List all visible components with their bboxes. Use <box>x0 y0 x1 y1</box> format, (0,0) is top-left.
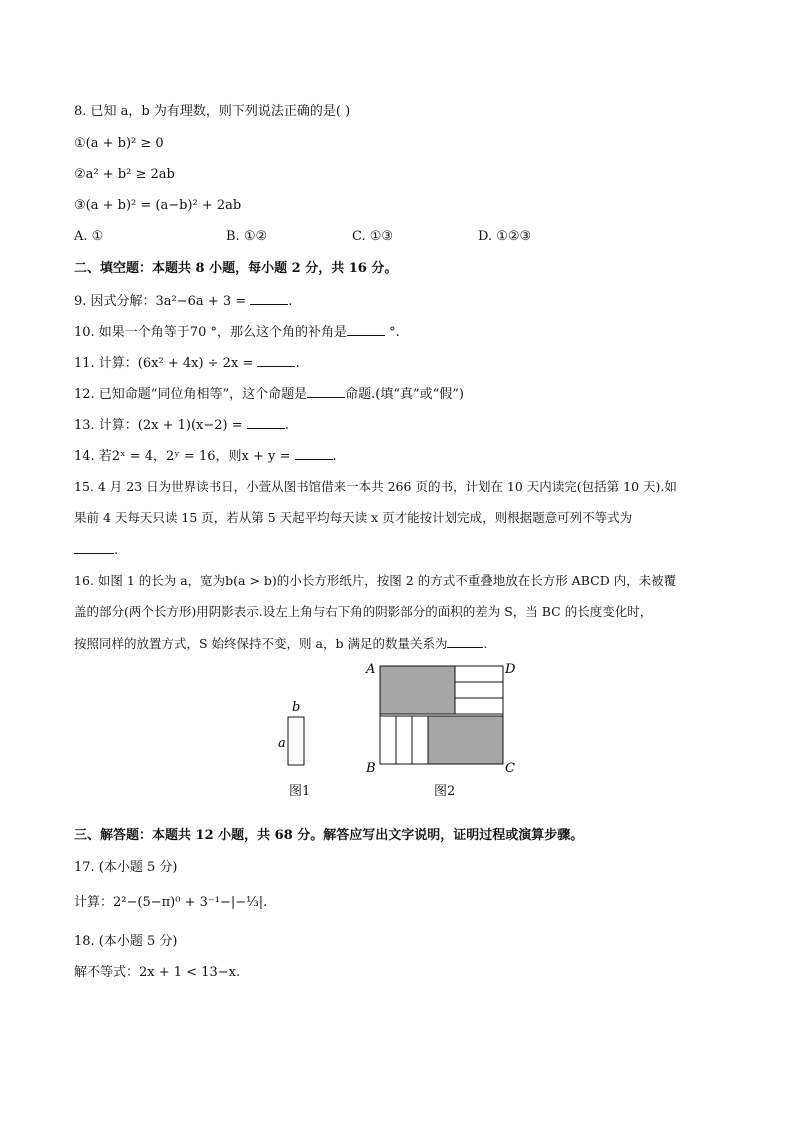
q11-answer-blank <box>257 354 295 367</box>
q14-answer-blank <box>295 447 333 460</box>
q10-answer-blank <box>347 323 385 336</box>
fig2-shaded-top-left <box>380 666 455 714</box>
fig2-strip-bottom-3 <box>412 716 428 764</box>
fig2-label-C: C <box>505 761 515 776</box>
q8-statement-2: ②a² + b² ≥ 2ab <box>74 167 175 182</box>
fig2-label-A: A <box>366 662 376 677</box>
fig2-label-B: B <box>366 761 376 776</box>
q13 <box>74 416 289 434</box>
q15-line-1: 15. 4 月 23 日为世界读书日，小萱从图书馆借来一本共 266 页的书，计划在 10 天内读完(包括第 10 天).如 <box>74 479 677 494</box>
q15-answer-blank <box>74 541 114 554</box>
q8-option-c: C. ①③ <box>352 229 394 244</box>
q15-line-2: 果前 4 天每天只读 15 页，若从第 5 天起平均每天读 x 页才能按计划完成，则根据题意可列不等式为 <box>74 510 633 525</box>
q17-heading: 17. (本小题 5 分) <box>74 860 178 875</box>
fig2-strip-top-1 <box>455 666 503 682</box>
q16-line-3-text: 按照同样的放置方式，S 始终保持不变，则 a，b 满足的数量关系为 <box>74 636 448 651</box>
q9-text: 9. 因式分解：3a²−6a + 3 = <box>74 294 247 309</box>
q18-body: 解不等式：2x + 1 < 13−x. <box>74 965 241 980</box>
section-3-heading: 三、解答题：本题共 12 小题，共 68 分。解答应写出文字说明，证明过程或演算步骤。 <box>74 828 584 843</box>
figure-2 <box>362 660 522 776</box>
fig2-shaded-bottom-right <box>428 716 503 764</box>
q9 <box>74 292 292 310</box>
q12-suffix: 命题.(填“真”或“假”) <box>345 387 464 402</box>
q13-period: . <box>284 418 289 433</box>
q10-suffix: °. <box>389 325 400 340</box>
section-2-heading: 二、填空题：本题共 8 小题，每小题 2 分，共 16 分。 <box>74 261 398 276</box>
q8-statement-1: ①(a + b)² ≥ 0 <box>74 136 164 151</box>
fig2-strip-top-2 <box>455 682 503 698</box>
q12-text: 12. 已知命题“同位角相等”，这个命题是 <box>74 387 308 402</box>
q10-text: 10. 如果一个角等于70 °，那么这个角的补角是 <box>74 325 347 340</box>
q12-answer-blank <box>307 385 345 398</box>
q14-period: . <box>332 449 337 464</box>
q17-body: 计算：2²−(5−π)⁰ + 3⁻¹−|−⅓|. <box>74 895 268 910</box>
q13-text: 13. 计算：(2x + 1)(x−2) = <box>74 418 243 433</box>
q16-answer-blank <box>447 635 483 648</box>
figure-1-caption: 图1 <box>289 784 311 799</box>
q16-line-2: 盖的部分(两个长方形)用阴影表示.设左上角与右下角的阴影部分的面积的差为 S，当 BC 的长度变化时， <box>74 604 653 619</box>
q8-option-d: D. ①②③ <box>478 229 532 244</box>
fig1-label-a: a <box>278 736 286 751</box>
figure-2-caption: 图2 <box>434 784 456 799</box>
fig1-rectangle <box>288 717 304 765</box>
q9-answer-blank <box>250 292 288 305</box>
fig1-label-b: b <box>292 700 301 715</box>
q15-line-3 <box>74 541 118 559</box>
fig2-strip-bottom-2 <box>396 716 412 764</box>
q14 <box>74 447 337 465</box>
q13-answer-blank <box>247 416 285 429</box>
q9-period: . <box>288 294 293 309</box>
q15-period: . <box>114 543 119 558</box>
q16-line-3 <box>74 635 487 652</box>
q10 <box>74 323 400 341</box>
fig2-label-D: D <box>505 662 516 677</box>
q8-option-a: A. ① <box>74 229 104 244</box>
q12 <box>74 385 464 403</box>
fig2-strip-bottom-1 <box>380 716 396 764</box>
q11-text: 11. 计算：(6x² + 4x) ÷ 2x = <box>74 356 254 371</box>
q11-period: . <box>295 356 300 371</box>
q14-text: 14. 若2ˣ = 4，2ʸ = 16，则x + y = <box>74 449 291 464</box>
q18-heading: 18. (本小题 5 分) <box>74 934 178 949</box>
q8-statement-3: ③(a + b)² = (a−b)² + 2ab <box>74 198 242 213</box>
q8-stem: 8. 已知 a，b 为有理数，则下列说法正确的是( ) <box>74 104 351 119</box>
q16-line-1: 16. 如图 1 的长为 a，宽为b(a > b)的小长方形纸片，按图 2 的方式不重叠地放在长方形 ABCD 内，未被覆 <box>74 573 677 588</box>
q11 <box>74 354 300 372</box>
q8-option-b: B. ①② <box>226 229 268 244</box>
fig2-strip-top-3 <box>455 698 503 714</box>
q16-period: . <box>483 636 488 651</box>
